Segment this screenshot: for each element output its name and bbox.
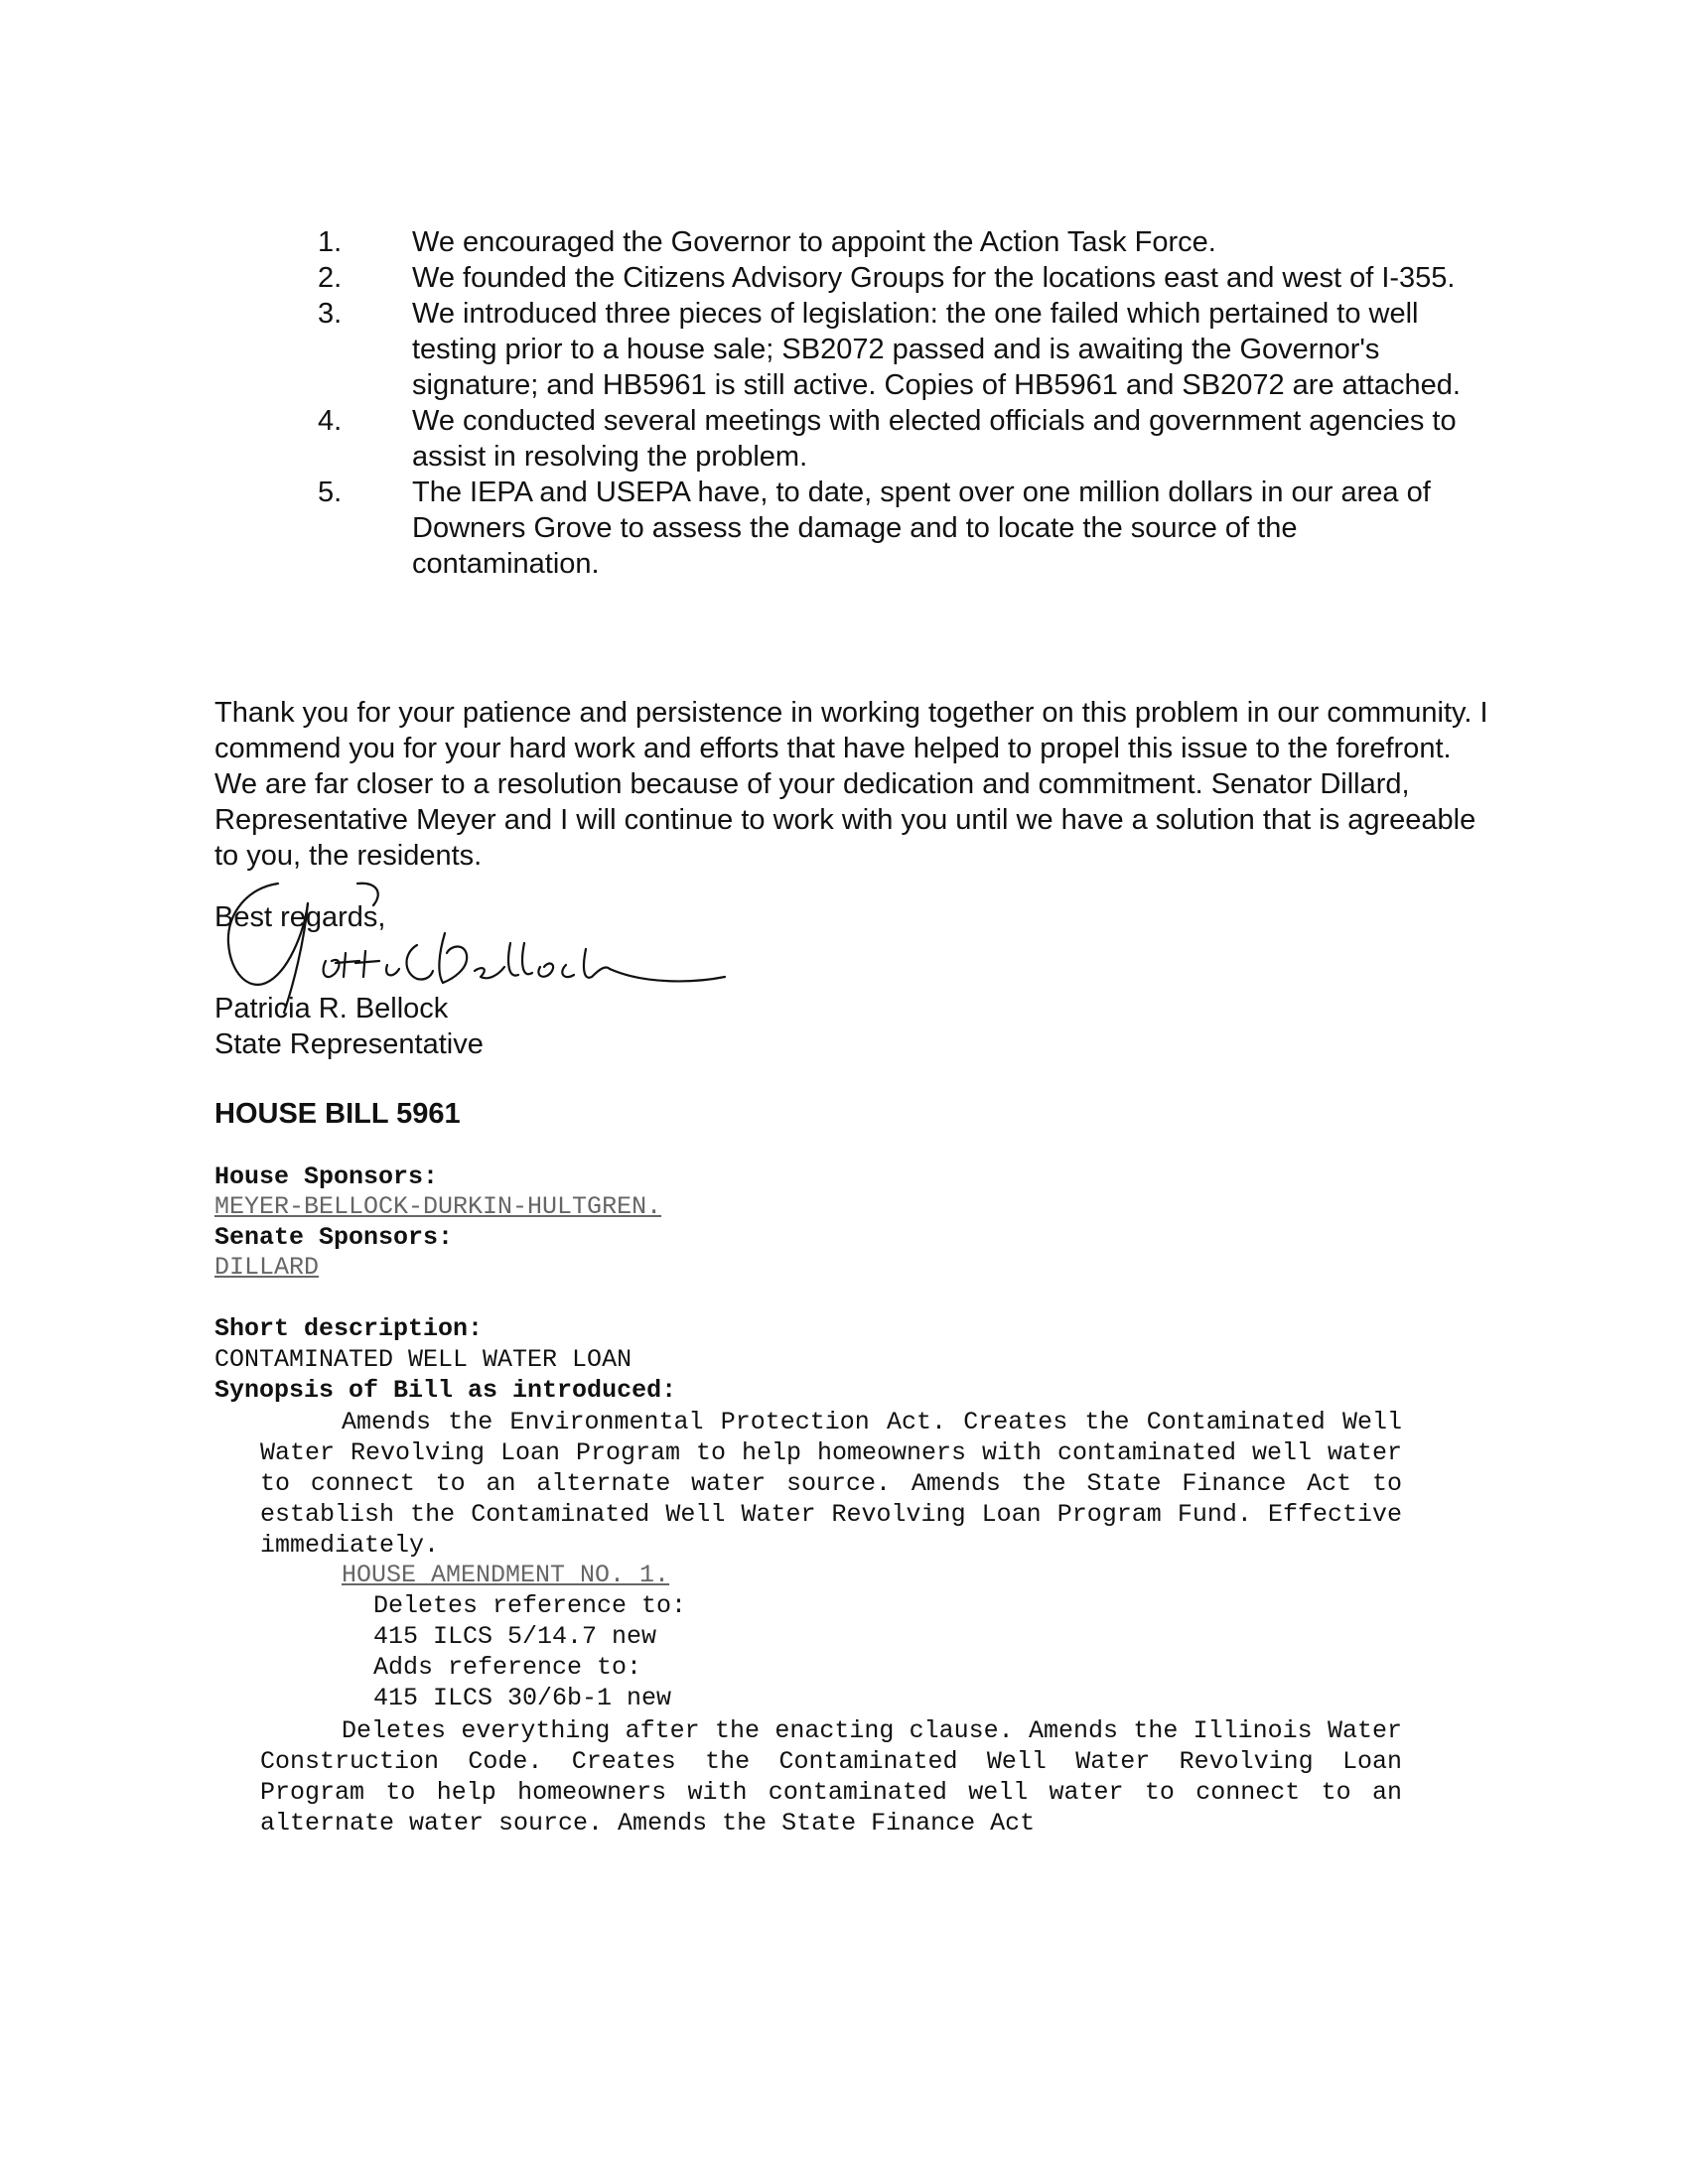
list-text: We founded the Citizens Advisory Groups for the locations east and west of I-355. <box>412 262 1456 294</box>
list-number: 2. <box>318 262 343 294</box>
deletes-reference: 415 ILCS 5/14.7 new <box>373 1622 657 1651</box>
signer-name: Patricia R. Bellock <box>214 993 449 1024</box>
list-text: We conducted several meetings with elected officials and government agencies to assist in resolving the problem. <box>412 405 1457 473</box>
short-description-label: Short description: <box>214 1314 484 1343</box>
list-number: 3. <box>318 298 343 330</box>
senate-sponsors-label: Senate Sponsors: <box>214 1223 454 1252</box>
house-sponsors-label: House Sponsors: <box>214 1162 439 1191</box>
list-text: We introduced three pieces of legislation: the one failed which pertained to well testing prior to a house sale; SB2072 passed and is awaiting the Governor's signature; and HB5961 is still active. Copies of HB5961 and SB2072 are attached. <box>412 298 1461 401</box>
list-number: 1. <box>318 226 343 258</box>
synopsis-body: Amends the Environmental Protection Act. Creates the Contaminated Well Water Revolving Loan Program to help homeowners with contaminated well water to connect to an alternate water source. Amends the State Finance Act to establish the Contaminated Well Water Revolving Loan Program Fund. Effective immediately. <box>260 1408 1402 1560</box>
list-text: We encouraged the Governor to appoint the Action Task Force. <box>412 226 1216 258</box>
house-sponsors: MEYER-BELLOCK-DURKIN-HULTGREN. <box>214 1192 662 1221</box>
amendment-label: HOUSE AMENDMENT NO. 1. <box>342 1561 670 1589</box>
list-number: 5. <box>318 477 343 508</box>
synopsis-text <box>260 1407 1402 1561</box>
list-item <box>308 475 1489 582</box>
list-item <box>308 224 1489 260</box>
list-item <box>308 403 1489 475</box>
deletes-reference-label: Deletes reference to: <box>373 1591 687 1620</box>
accomplishments-list <box>308 224 1489 582</box>
list-number: 4. <box>318 405 343 437</box>
list-text: The IEPA and USEPA have, to date, spent over one million dollars in our area of Downers Grove to assess the damage and to locate the source of the contamination. <box>412 477 1431 580</box>
list-item <box>308 260 1489 296</box>
short-description: CONTAMINATED WELL WATER LOAN <box>214 1345 632 1374</box>
synopsis-label: Synopsis of Bill as introduced: <box>214 1376 677 1405</box>
amendment-text <box>260 1715 1402 1839</box>
closing-salutation: Best regards, <box>214 901 386 933</box>
signer-title: State Representative <box>214 1028 484 1060</box>
list-item <box>308 296 1489 403</box>
amendment-body: Deletes everything after the enacting clause. Amends the Illinois Water Construction Code. Creates the Contaminated Well Water Revolving Loan Program to help homeowners with contaminated well water to connect to an alternate water source. Amends the State Finance Act <box>260 1716 1402 1838</box>
senate-sponsors: DILLARD <box>214 1253 320 1282</box>
closing-paragraph: Thank you for your patience and persistence in working together on this problem in our community. I commend you for your hard work and efforts that have helped to propel this issue to the forefront. We are far closer to a resolution because of your dedication and commitment. Senator Dillard, Representative Meyer and I will continue to work with you until we have a solution that is agreeable to you, the residents. <box>214 697 1488 872</box>
adds-reference: 415 ILCS 30/6b-1 new <box>373 1684 672 1712</box>
bill-heading: HOUSE BILL 5961 <box>214 1098 461 1130</box>
adds-reference-label: Adds reference to: <box>373 1653 642 1682</box>
